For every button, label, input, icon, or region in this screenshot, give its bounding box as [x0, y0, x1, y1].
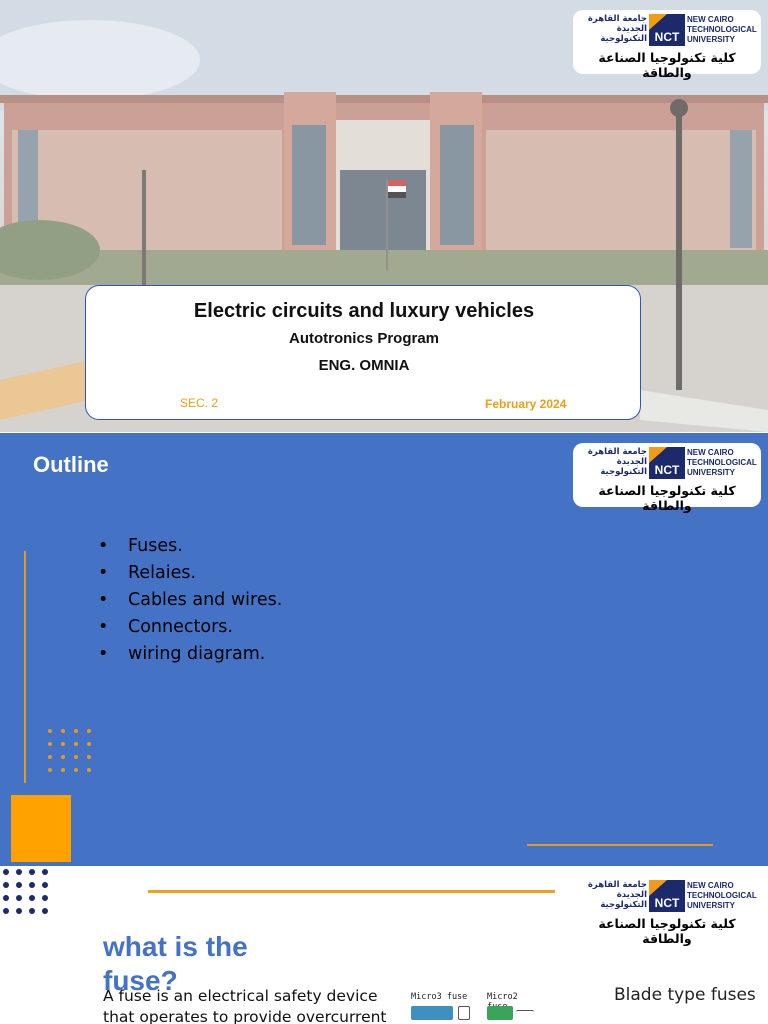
decorative-dot [48, 742, 52, 746]
decorative-dot [3, 908, 9, 914]
micro3-fuse-icon [411, 1006, 453, 1020]
decorative-dot [29, 895, 35, 901]
outline-item [98, 533, 282, 560]
section-label: SEC. 2 [180, 396, 219, 410]
logo-college-name: كلية تكنولوجيا الصناعة والطاقة [598, 483, 736, 513]
engineer-name: ENG. OMNIA [318, 357, 410, 374]
decorative-dot [61, 729, 65, 733]
nct-emblem-icon [649, 880, 685, 912]
decorative-dot [42, 869, 48, 875]
decorative-dot [48, 755, 52, 759]
logo-arabic-university-name: جامعة القاهرة الجديدة التكنولوجية [587, 14, 647, 44]
outline-list [98, 533, 282, 668]
fuse-diagram-icon [516, 1010, 534, 1018]
outline-heading: Outline [33, 452, 109, 477]
logo-mark-text: NCT [654, 896, 680, 910]
decorative-dot [74, 768, 78, 772]
outline-item [98, 641, 282, 668]
decorative-dot [48, 768, 52, 772]
outline-item-label: Relaies. [128, 563, 197, 583]
logo-mark-text: NCT [654, 30, 680, 44]
decorative-dot [16, 882, 22, 888]
blade-type-fuses-label: Blade type fuses [614, 985, 756, 1005]
fuse-heading: what is the fuse? [103, 931, 248, 996]
outline-item-label: Connectors. [128, 617, 233, 637]
decorative-dot [74, 729, 78, 733]
decorative-dot [16, 908, 22, 914]
decorative-dot [42, 882, 48, 888]
decorative-dot-grid [2, 868, 54, 920]
logo-college-name: كلية تكنولوجيا الصناعة والطاقة [598, 50, 736, 80]
outline-item [98, 614, 282, 641]
bullet-icon: • [98, 536, 109, 556]
outline-item-label: wiring diagram. [128, 644, 266, 664]
decorative-dot [74, 742, 78, 746]
decorative-dot [87, 742, 91, 746]
micro2-fuse-label: Micro2 [487, 992, 518, 1002]
nct-emblem-icon [649, 14, 685, 46]
decorative-orange-square [11, 795, 71, 862]
logo-arabic-university-name: جامعة القاهرة الجديدة التكنولوجية [587, 880, 647, 910]
outline-item-label: Fuses. [128, 536, 183, 556]
decorative-horizontal-line [148, 890, 555, 893]
nct-logo [573, 10, 761, 80]
outline-item [98, 587, 282, 614]
bullet-icon: • [98, 644, 109, 664]
decorative-dot [16, 895, 22, 901]
logo-english-university-name: NEW CAIRO TECHNOLOGICAL UNIVERSITY [687, 881, 757, 910]
bullet-icon: • [98, 563, 109, 583]
title-card [85, 285, 641, 420]
decorative-dot [29, 908, 35, 914]
decorative-dot [87, 768, 91, 772]
decorative-dot [61, 768, 65, 772]
outline-item-label: Cables and wires. [128, 590, 283, 610]
decorative-dot-grid [47, 728, 97, 778]
outline-item [98, 560, 282, 587]
decorative-dot [87, 729, 91, 733]
bullet-icon: • [98, 617, 109, 637]
nct-emblem-icon [649, 447, 685, 479]
title-slide [0, 0, 768, 432]
decorative-dot [42, 895, 48, 901]
logo-arabic-university-name: جامعة القاهرة الجديدة التكنولوجية [587, 447, 647, 477]
logo-mark-text: NCT [654, 463, 680, 477]
nct-logo [573, 876, 761, 946]
decorative-dot [16, 869, 22, 875]
fuse-slide [0, 866, 768, 1024]
decorative-dot [3, 882, 9, 888]
decorative-dot [29, 882, 35, 888]
logo-english-university-name: NEW CAIRO TECHNOLOGICAL UNIVERSITY [687, 448, 757, 477]
date-label: February 2024 [485, 397, 567, 411]
program-name: Autotronics Program [288, 330, 439, 347]
decorative-dot [61, 755, 65, 759]
fuse-types-image [408, 992, 538, 1024]
decorative-dot [48, 729, 52, 733]
decorative-dot [3, 895, 9, 901]
decorative-dot [74, 755, 78, 759]
outline-slide [0, 433, 768, 866]
decorative-dot [42, 908, 48, 914]
fuse-definition-text: A fuse is an electrical safety device that operates to provide overcurrent [103, 987, 387, 1024]
fuse-diagram-icon [458, 1006, 470, 1020]
logo-english-university-name: NEW CAIRO TECHNOLOGICAL UNIVERSITY [687, 15, 757, 44]
logo-college-name: كلية تكنولوجيا الصناعة والطاقة [598, 916, 736, 946]
decorative-vertical-line [24, 551, 26, 783]
bullet-icon: • [98, 590, 109, 610]
slide-title: Electric circuits and luxury vehicles [193, 300, 535, 322]
micro2-fuse-icon [487, 1006, 513, 1020]
nct-logo [573, 443, 761, 513]
decorative-dot [29, 869, 35, 875]
decorative-horizontal-line [527, 844, 713, 846]
decorative-dot [87, 755, 91, 759]
micro3-fuse-label: Micro3 fuse [411, 992, 468, 1002]
decorative-dot [61, 742, 65, 746]
decorative-dot [3, 869, 9, 875]
